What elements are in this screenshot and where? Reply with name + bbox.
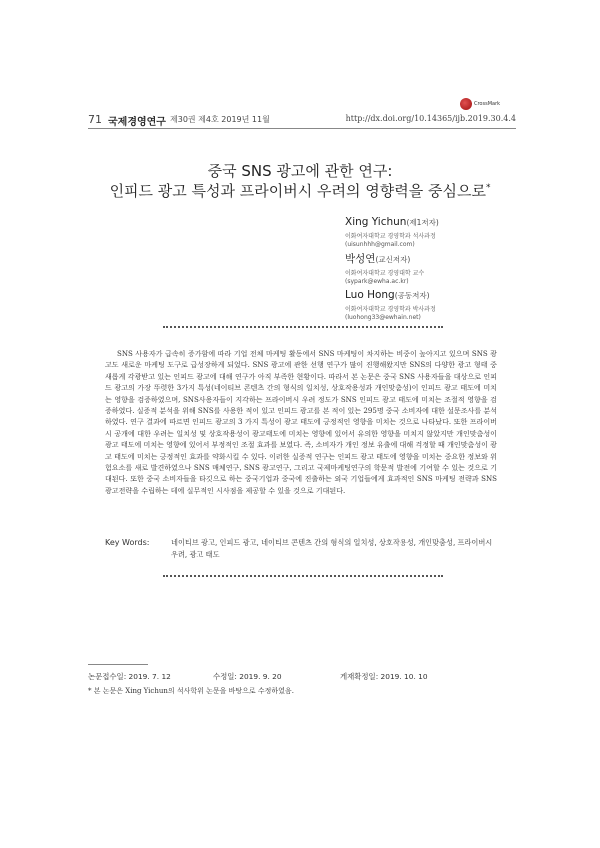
author-role: (제1저자) <box>406 218 439 227</box>
author-affiliation: 이화여자대학교 경영학과 박사과정 <box>345 306 436 313</box>
paper-title-line2: 인피드 광고 특성과 프라이버시 우려의 영향력을 중심으로* <box>109 182 491 200</box>
author-1 <box>345 210 439 248</box>
author-role: (공동저자) <box>394 291 430 300</box>
author-name: 박성연 <box>345 253 376 265</box>
author-name: Luo Hong <box>345 289 395 301</box>
crossmark-logo[interactable] <box>460 98 500 114</box>
revised-date: 수정일: 2019. 9. 20 <box>213 672 282 681</box>
author-email: (uisunhhh@gmail.com) <box>345 241 415 248</box>
footnote-note: * 본 논문은 Xing Yichun의 석사학위 논문을 바탕으로 수정하였음. <box>88 687 294 695</box>
accepted-date: 게재확정일: 2019. 10. 10 <box>340 672 428 681</box>
author-affiliation: 이화여자대학교 경영학과 석사과정 <box>345 233 436 240</box>
author-affiliation: 이화여자대학교 경영대학 교수 <box>345 270 425 277</box>
divider-top <box>163 326 443 328</box>
author-email: (sypark@ewha.ac.kr) <box>345 278 409 285</box>
author-role: (교신저자) <box>375 255 411 264</box>
author-email: (luohong33@ewhain.net) <box>345 314 421 321</box>
paper-title-line1: 중국 SNS 광고에 관한 연구: <box>207 162 393 180</box>
keywords-text: 네이티브 광고, 인피드 광고, 네이티브 콘텐츠 간의 형식의 일치성, 상호작용성, 개인맞춤성, 프라이버시 우려, 광고 태도 <box>171 538 493 559</box>
author-2 <box>345 247 424 285</box>
abstract <box>105 348 497 496</box>
divider-bottom <box>163 575 443 577</box>
volume-issue: 제30권 제4호 2019년 11월 <box>170 115 270 124</box>
author-name: Xing Yichun <box>345 216 407 228</box>
crossmark-icon <box>460 98 472 110</box>
journal-name: 국제경영연구 <box>108 117 166 128</box>
header-rule <box>88 128 516 129</box>
keywords-label: Key Words: <box>105 538 150 547</box>
page-number: 71 <box>88 113 102 126</box>
footnote-rule <box>88 664 148 665</box>
doi-link[interactable]: http://dx.doi.org/10.14365/ijb.2019.30.4.4 <box>345 114 516 123</box>
author-3 <box>345 283 436 321</box>
title-footnote-mark: * <box>485 183 491 193</box>
crossmark-label: CrossMark <box>474 101 501 107</box>
abstract-text: SNS 사용자가 급속히 증가함에 따라 기업 전체 마케팅 활동에서 SNS 마케팅이 차지하는 비중이 높아지고 있으며 SNS 광고도 새로운 마케팅 도구로 급성장하게 되었다. SNS 광고에 관한 선행 연구가 많이 진행해왔지만 SNS의 다양한 광고 형태 중 새롭게 각광받고 있는 인피드 광고에 대해 연구가 아직 부족한 현황이다. 따라서 본 논문은 중국 SNS 사용자들을 대상으로 인피드 광고의 가장 뚜렷한 3가지 특성(네이티브 콘텐츠 간의 형식의 일치성, 상호작용성과 개인맞춤성)이 인피드 광고 태도에 미치는 영향을 검증하였으며, SNS사용자들이 지각하는 프라이버시 우려 정도가 SNS 인피드 광고 태도에 미치는 조절적 영향을 검증하였다. 실증적 분석을 위해 SNS를 사용한 적이 있고 인피드 광고를 본 적이 있는 295명 중국 소비자에 대한 설문조사를 분석하였다. 연구 결과에 따르면 인피드 광고의 3 가지 특성이 광고 태도에 긍정적인 영향을 미치는 것으로 나타났다. 또한 프라이버시 공개에 대한 우려는 일치성 및 상호작용성이 광고태도에 미치는 영향에 있어서 유의한 영향을 미치지 않았지만 개인맞춤성이 광고 태도에 미치는 영향에 있어서 부정적인 조절 효과를 보였다. 즉, 소비자가 개인 정보 유출에 대해 걱정할 때 개인맞춤성이 광고 태도에 미치는 긍정적인 효과를 약화시킬 수 있다. 이러한 실증적 연구는 인피드 광고 태도에 영향을 미치는 중요한 정보와 위험요소를 새로 발견하였으나 SNS 매체연구, SNS 광고연구, 그리고 국제마케팅연구의 학문적 발전에 기여할 수 있는 것으로 기대된다. 또한 중국 소비자들을 타깃으로 하는 중국기업과 중국에 진출하는 외국 기업들에게 효과적인 SNS 마케팅 전략과 SNS 광고전략을 수립하는 데에 실무적인 시사점을 제공할 수 있을 것으로 기대된다. <box>105 349 497 495</box>
received-date: 논문접수일: 2019. 7. 12 <box>88 672 171 681</box>
running-header <box>84 110 516 130</box>
